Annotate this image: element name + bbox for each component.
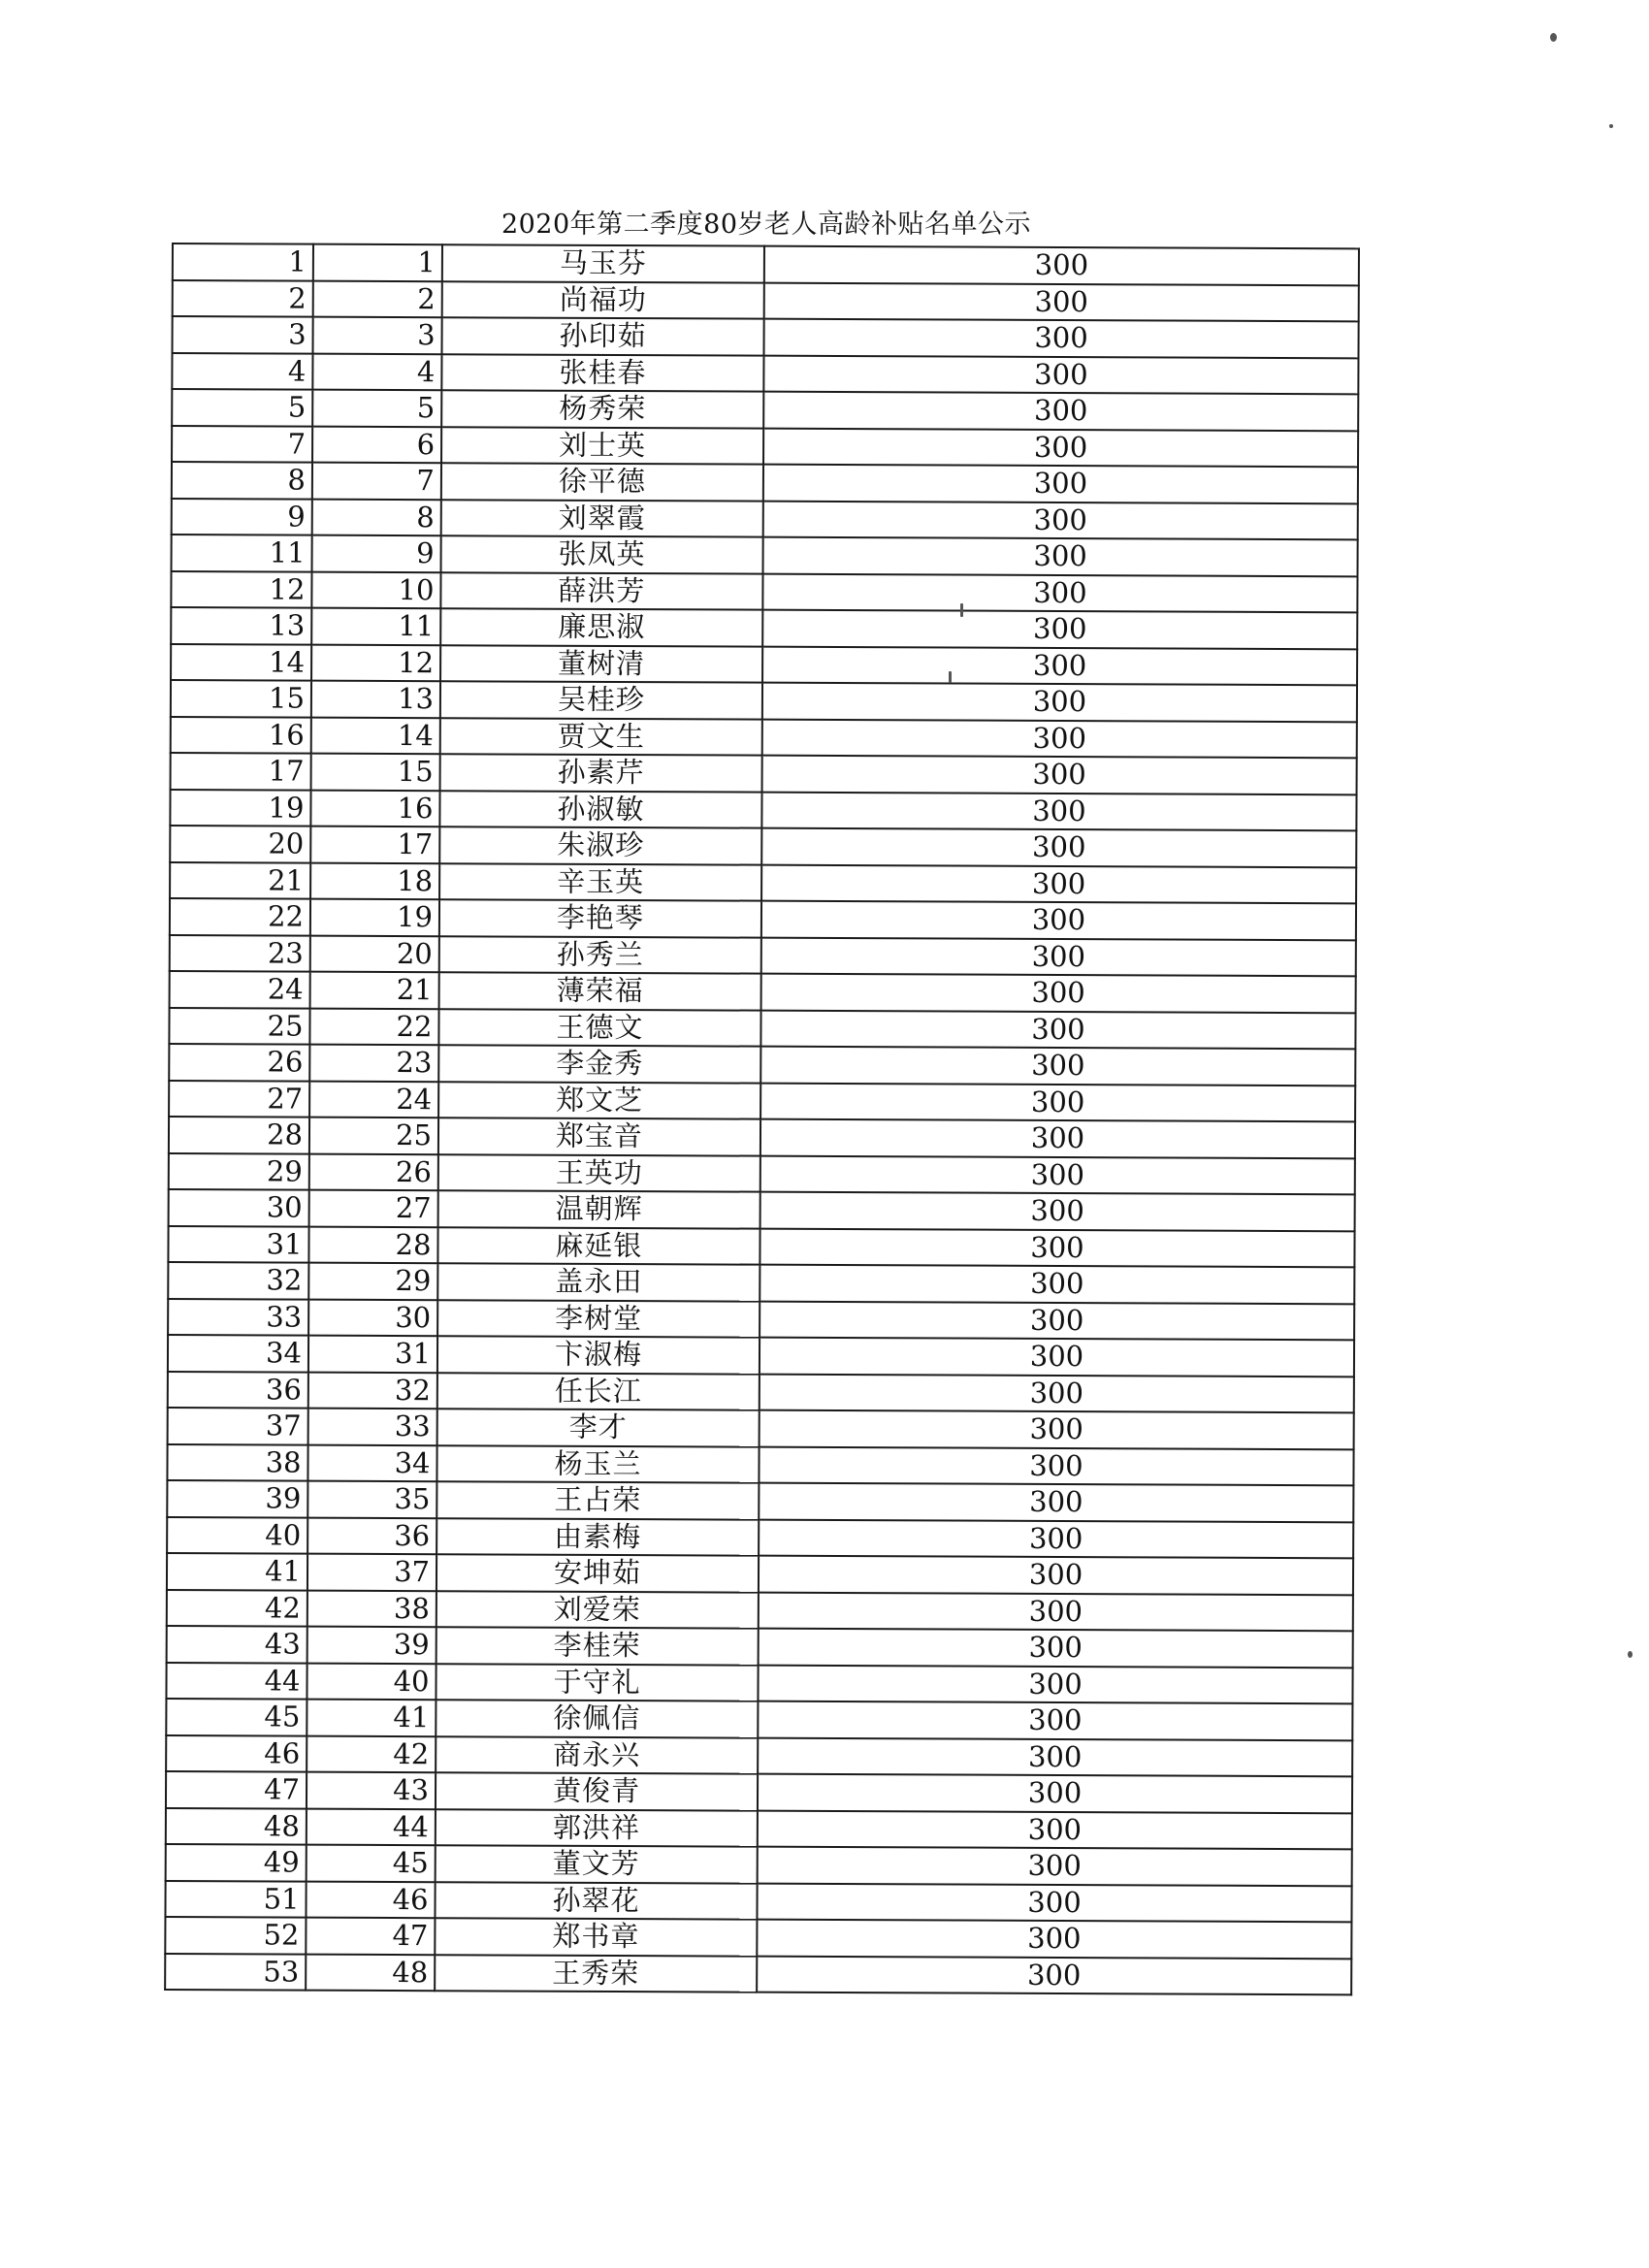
row-name-cell: 李才 — [437, 1409, 760, 1446]
row-index-cell: 3 — [173, 316, 313, 353]
row-sequence-cell: 31 — [308, 1336, 437, 1373]
row-sequence-cell: 45 — [307, 1845, 436, 1882]
row-index-cell: 41 — [167, 1553, 307, 1590]
scan-speck — [949, 671, 952, 683]
row-amount-cell: 300 — [763, 428, 1358, 467]
row-sequence-cell: 28 — [308, 1226, 437, 1263]
table-row — [173, 243, 1359, 285]
row-amount-cell: 300 — [761, 901, 1356, 940]
row-index-cell: 9 — [172, 499, 312, 535]
table-row — [167, 1443, 1353, 1485]
row-amount-cell: 300 — [760, 1047, 1355, 1085]
row-sequence-cell: 11 — [311, 608, 440, 645]
table-row — [171, 644, 1357, 686]
row-amount-cell: 300 — [760, 1301, 1354, 1340]
row-index-cell: 25 — [169, 1007, 309, 1044]
table-row — [171, 716, 1357, 758]
row-amount-cell: 300 — [762, 683, 1357, 722]
table-row — [170, 789, 1356, 830]
row-index-cell: 43 — [167, 1626, 307, 1663]
table-row — [168, 1262, 1354, 1304]
row-name-cell: 马玉芬 — [442, 244, 764, 282]
table-row — [171, 571, 1357, 613]
table-row — [173, 316, 1359, 358]
table-row — [166, 1844, 1352, 1886]
row-amount-cell: 300 — [764, 282, 1359, 321]
row-amount-cell: 300 — [758, 1737, 1352, 1776]
row-index-cell: 32 — [168, 1262, 308, 1299]
row-index-cell: 47 — [166, 1771, 307, 1808]
row-index-cell: 5 — [172, 389, 312, 426]
table-row — [172, 353, 1358, 395]
row-index-cell: 42 — [167, 1589, 307, 1626]
row-index-cell: 1 — [173, 243, 313, 280]
row-amount-cell: 300 — [757, 1883, 1351, 1922]
row-name-cell: 王占荣 — [436, 1481, 759, 1519]
row-name-cell: 李艳琴 — [439, 899, 761, 937]
row-name-cell: 徐佩信 — [436, 1700, 758, 1737]
row-sequence-cell: 25 — [309, 1118, 438, 1154]
row-index-cell: 4 — [172, 353, 312, 390]
row-index-cell: 14 — [171, 644, 311, 681]
row-sequence-cell: 10 — [311, 571, 440, 608]
row-amount-cell: 300 — [758, 1847, 1352, 1886]
row-amount-cell: 300 — [761, 828, 1356, 867]
row-index-cell: 45 — [166, 1699, 307, 1735]
row-name-cell: 廉思淑 — [440, 608, 762, 646]
row-index-cell: 19 — [170, 789, 310, 826]
row-amount-cell: 300 — [759, 1556, 1353, 1595]
row-name-cell: 李树堂 — [437, 1300, 760, 1338]
row-sequence-cell: 29 — [308, 1263, 437, 1300]
row-index-cell: 2 — [173, 280, 313, 317]
row-index-cell: 44 — [166, 1662, 307, 1699]
row-index-cell: 27 — [169, 1080, 309, 1117]
row-sequence-cell: 24 — [309, 1081, 438, 1118]
table-row — [167, 1589, 1353, 1631]
table-row — [167, 1553, 1353, 1595]
row-amount-cell: 300 — [761, 792, 1356, 830]
row-index-cell: 15 — [171, 680, 311, 717]
row-amount-cell: 300 — [761, 864, 1356, 903]
row-amount-cell: 300 — [760, 1374, 1354, 1412]
row-amount-cell: 300 — [761, 974, 1356, 1013]
row-index-cell: 8 — [172, 462, 312, 499]
row-sequence-cell: 20 — [310, 935, 439, 972]
row-amount-cell: 300 — [760, 1228, 1354, 1267]
row-amount-cell: 300 — [763, 319, 1358, 358]
table-row — [170, 971, 1356, 1013]
row-sequence-cell: 36 — [307, 1517, 436, 1554]
row-name-cell: 贾文生 — [440, 718, 762, 756]
table-row — [168, 1371, 1354, 1412]
row-amount-cell: 300 — [761, 937, 1356, 976]
row-name-cell: 尚福功 — [442, 281, 764, 319]
row-name-cell: 薛洪芳 — [440, 572, 762, 610]
row-amount-cell: 300 — [759, 1592, 1353, 1631]
table-row — [169, 1152, 1355, 1194]
row-sequence-cell: 8 — [312, 499, 441, 535]
row-name-cell: 于守礼 — [436, 1664, 758, 1701]
row-name-cell: 董树清 — [440, 645, 762, 683]
row-name-cell: 孙淑敏 — [439, 791, 761, 828]
row-index-cell: 7 — [172, 426, 312, 463]
scan-speck — [1609, 124, 1613, 128]
row-name-cell: 刘士英 — [441, 427, 763, 465]
row-sequence-cell: 27 — [309, 1190, 438, 1227]
row-amount-cell: 300 — [763, 392, 1358, 431]
row-index-cell: 23 — [170, 934, 310, 971]
row-amount-cell: 300 — [759, 1446, 1353, 1485]
row-sequence-cell: 23 — [309, 1045, 438, 1082]
row-index-cell: 49 — [166, 1844, 307, 1881]
row-index-cell: 20 — [170, 826, 310, 862]
table-row — [170, 826, 1356, 867]
table-row — [169, 1080, 1355, 1121]
row-name-cell: 王德文 — [438, 1009, 760, 1047]
scan-speck — [1628, 1651, 1633, 1658]
row-amount-cell: 300 — [758, 1701, 1352, 1740]
row-name-cell: 王英功 — [438, 1154, 760, 1192]
row-sequence-cell: 19 — [310, 899, 439, 936]
table-row — [165, 1880, 1351, 1922]
row-name-cell: 刘爱荣 — [436, 1591, 759, 1629]
row-amount-cell: 300 — [760, 1338, 1354, 1377]
row-index-cell: 11 — [172, 535, 312, 571]
row-name-cell: 张桂春 — [441, 354, 763, 392]
row-name-cell: 孙印茹 — [442, 317, 764, 355]
row-sequence-cell: 35 — [307, 1481, 436, 1518]
row-index-cell: 46 — [166, 1734, 307, 1771]
row-sequence-cell: 14 — [311, 717, 440, 754]
row-sequence-cell: 15 — [311, 754, 440, 791]
row-name-cell: 孙翠花 — [435, 1882, 757, 1920]
row-amount-cell: 300 — [762, 756, 1357, 794]
row-amount-cell: 300 — [762, 646, 1357, 685]
row-sequence-cell: 21 — [310, 972, 439, 1009]
row-amount-cell: 300 — [762, 573, 1357, 612]
row-name-cell: 孙素芹 — [440, 754, 762, 792]
row-amount-cell: 300 — [760, 1155, 1355, 1194]
row-name-cell: 李金秀 — [438, 1045, 760, 1083]
row-sequence-cell: 4 — [312, 353, 441, 390]
row-name-cell: 卞淑梅 — [437, 1336, 760, 1374]
row-name-cell: 安坤茹 — [436, 1554, 759, 1592]
row-index-cell: 39 — [167, 1480, 307, 1517]
row-name-cell: 郑文芝 — [438, 1082, 760, 1119]
row-name-cell: 麻延银 — [437, 1227, 760, 1265]
row-name-cell: 郭洪祥 — [436, 1809, 758, 1847]
row-name-cell: 吴桂珍 — [440, 681, 762, 719]
row-name-cell: 徐平德 — [441, 463, 763, 501]
row-name-cell: 刘翠霞 — [441, 500, 763, 537]
row-amount-cell: 300 — [763, 355, 1358, 394]
row-name-cell: 李桂荣 — [436, 1627, 759, 1665]
row-index-cell: 38 — [167, 1443, 307, 1480]
row-amount-cell: 300 — [757, 1956, 1351, 1994]
row-amount-cell: 300 — [763, 465, 1358, 503]
row-index-cell: 24 — [170, 971, 310, 1008]
row-sequence-cell: 17 — [310, 826, 439, 863]
table-row — [168, 1335, 1354, 1377]
table-row — [166, 1771, 1352, 1813]
row-name-cell: 王秀荣 — [435, 1955, 757, 1993]
row-sequence-cell: 30 — [308, 1299, 437, 1336]
table-row — [172, 462, 1358, 503]
row-name-cell: 薄荣福 — [439, 972, 761, 1010]
row-sequence-cell: 46 — [306, 1881, 435, 1918]
row-index-cell: 36 — [168, 1371, 308, 1408]
row-sequence-cell: 13 — [311, 681, 440, 718]
table-row — [171, 753, 1357, 794]
table-row — [169, 1044, 1355, 1085]
table-row — [172, 389, 1358, 431]
row-index-cell: 52 — [165, 1917, 306, 1954]
subsidy-list-table — [164, 243, 1360, 1995]
table-row — [167, 1516, 1353, 1558]
row-amount-cell: 300 — [758, 1665, 1352, 1703]
row-amount-cell: 300 — [760, 1010, 1355, 1049]
row-index-cell: 22 — [170, 898, 310, 935]
table-row — [170, 861, 1356, 903]
row-name-cell: 盖永田 — [437, 1263, 760, 1301]
table-row — [167, 1480, 1353, 1522]
row-amount-cell: 300 — [760, 1119, 1355, 1158]
row-index-cell: 12 — [171, 571, 311, 608]
row-index-cell: 33 — [168, 1298, 308, 1335]
row-sequence-cell: 32 — [308, 1372, 437, 1409]
table-row — [166, 1734, 1352, 1776]
table-row — [169, 1007, 1355, 1049]
row-sequence-cell: 3 — [313, 317, 442, 354]
table-body — [165, 243, 1359, 1994]
row-amount-cell: 300 — [760, 1192, 1355, 1231]
row-name-cell: 郑宝音 — [438, 1118, 760, 1155]
row-index-cell: 48 — [166, 1807, 307, 1844]
row-sequence-cell: 47 — [306, 1918, 435, 1955]
row-name-cell: 温朝辉 — [438, 1190, 760, 1228]
row-amount-cell: 300 — [764, 246, 1359, 285]
row-amount-cell: 300 — [762, 719, 1357, 758]
row-index-cell: 51 — [165, 1880, 306, 1917]
row-index-cell: 17 — [171, 753, 311, 790]
row-sequence-cell: 37 — [307, 1554, 436, 1591]
row-sequence-cell: 39 — [307, 1627, 436, 1664]
row-index-cell: 26 — [169, 1044, 309, 1081]
row-sequence-cell: 26 — [309, 1153, 438, 1190]
row-sequence-cell: 38 — [307, 1590, 436, 1627]
table-row — [173, 280, 1359, 322]
table-row — [169, 1117, 1355, 1158]
scan-speck — [1550, 33, 1557, 42]
row-sequence-cell: 1 — [313, 244, 442, 281]
row-amount-cell: 300 — [758, 1774, 1352, 1813]
row-index-cell: 34 — [168, 1335, 308, 1372]
row-amount-cell: 300 — [760, 1083, 1355, 1121]
row-index-cell: 30 — [169, 1189, 309, 1226]
row-sequence-cell: 34 — [307, 1444, 436, 1481]
table-row — [168, 1298, 1354, 1340]
row-name-cell: 杨秀荣 — [441, 390, 763, 428]
row-name-cell: 杨玉兰 — [436, 1445, 759, 1483]
row-name-cell: 任长江 — [437, 1373, 760, 1410]
row-sequence-cell: 48 — [306, 1954, 435, 1991]
table-row — [172, 535, 1358, 576]
row-amount-cell: 300 — [759, 1519, 1353, 1558]
table-row — [172, 426, 1358, 468]
row-sequence-cell: 18 — [310, 862, 439, 899]
row-name-cell: 商永兴 — [436, 1736, 758, 1774]
row-sequence-cell: 41 — [307, 1700, 436, 1736]
row-amount-cell: 300 — [758, 1810, 1352, 1849]
row-index-cell: 37 — [168, 1408, 308, 1444]
row-sequence-cell: 42 — [307, 1735, 436, 1772]
row-index-cell: 13 — [171, 607, 311, 644]
row-sequence-cell: 7 — [312, 463, 441, 500]
row-index-cell: 29 — [169, 1152, 309, 1189]
row-amount-cell: 300 — [763, 501, 1358, 539]
row-name-cell: 孙秀兰 — [439, 936, 761, 974]
row-name-cell: 由素梅 — [436, 1518, 759, 1556]
row-sequence-cell: 9 — [312, 535, 441, 572]
row-index-cell: 40 — [167, 1516, 307, 1553]
row-index-cell: 31 — [168, 1225, 308, 1262]
row-sequence-cell: 43 — [307, 1772, 436, 1809]
table-row — [169, 1189, 1355, 1231]
table-row — [171, 607, 1357, 649]
row-amount-cell: 300 — [760, 1410, 1354, 1449]
scan-speck — [960, 603, 963, 617]
row-name-cell: 朱淑珍 — [439, 826, 761, 864]
table-row — [168, 1225, 1354, 1267]
row-amount-cell: 300 — [763, 537, 1358, 576]
row-amount-cell: 300 — [759, 1629, 1353, 1668]
row-sequence-cell: 12 — [311, 644, 440, 681]
table-row — [166, 1807, 1352, 1849]
row-name-cell: 郑书章 — [435, 1918, 757, 1956]
page-title: 2020年第二季度80岁老人高龄补贴名单公示 — [501, 210, 1032, 240]
table-row — [165, 1953, 1351, 1994]
row-sequence-cell: 22 — [309, 1008, 438, 1045]
table-row — [171, 680, 1357, 722]
row-sequence-cell: 44 — [307, 1808, 436, 1845]
table-row — [170, 934, 1356, 976]
table-row — [172, 499, 1358, 540]
table-row — [166, 1699, 1352, 1740]
row-name-cell: 黄俊青 — [436, 1772, 758, 1810]
row-name-cell: 董文芳 — [436, 1845, 758, 1883]
table-row — [170, 898, 1356, 940]
row-index-cell: 28 — [169, 1117, 309, 1153]
row-amount-cell: 300 — [757, 1920, 1351, 1959]
row-index-cell: 21 — [170, 861, 310, 898]
row-sequence-cell: 6 — [312, 426, 441, 463]
row-sequence-cell: 16 — [310, 790, 439, 826]
row-amount-cell: 300 — [762, 610, 1357, 649]
row-name-cell: 张凤英 — [441, 535, 763, 573]
row-amount-cell: 300 — [759, 1483, 1353, 1522]
table-row — [165, 1917, 1351, 1959]
row-sequence-cell: 33 — [308, 1409, 437, 1445]
row-name-cell: 辛玉英 — [439, 863, 761, 901]
row-index-cell: 53 — [165, 1953, 306, 1990]
row-index-cell: 16 — [171, 716, 311, 753]
row-sequence-cell: 5 — [312, 390, 441, 427]
table-row — [168, 1408, 1354, 1449]
row-amount-cell: 300 — [760, 1265, 1354, 1304]
row-sequence-cell: 2 — [313, 280, 442, 317]
table-row — [166, 1662, 1352, 1703]
table-row — [167, 1626, 1353, 1668]
row-sequence-cell: 40 — [307, 1663, 436, 1700]
